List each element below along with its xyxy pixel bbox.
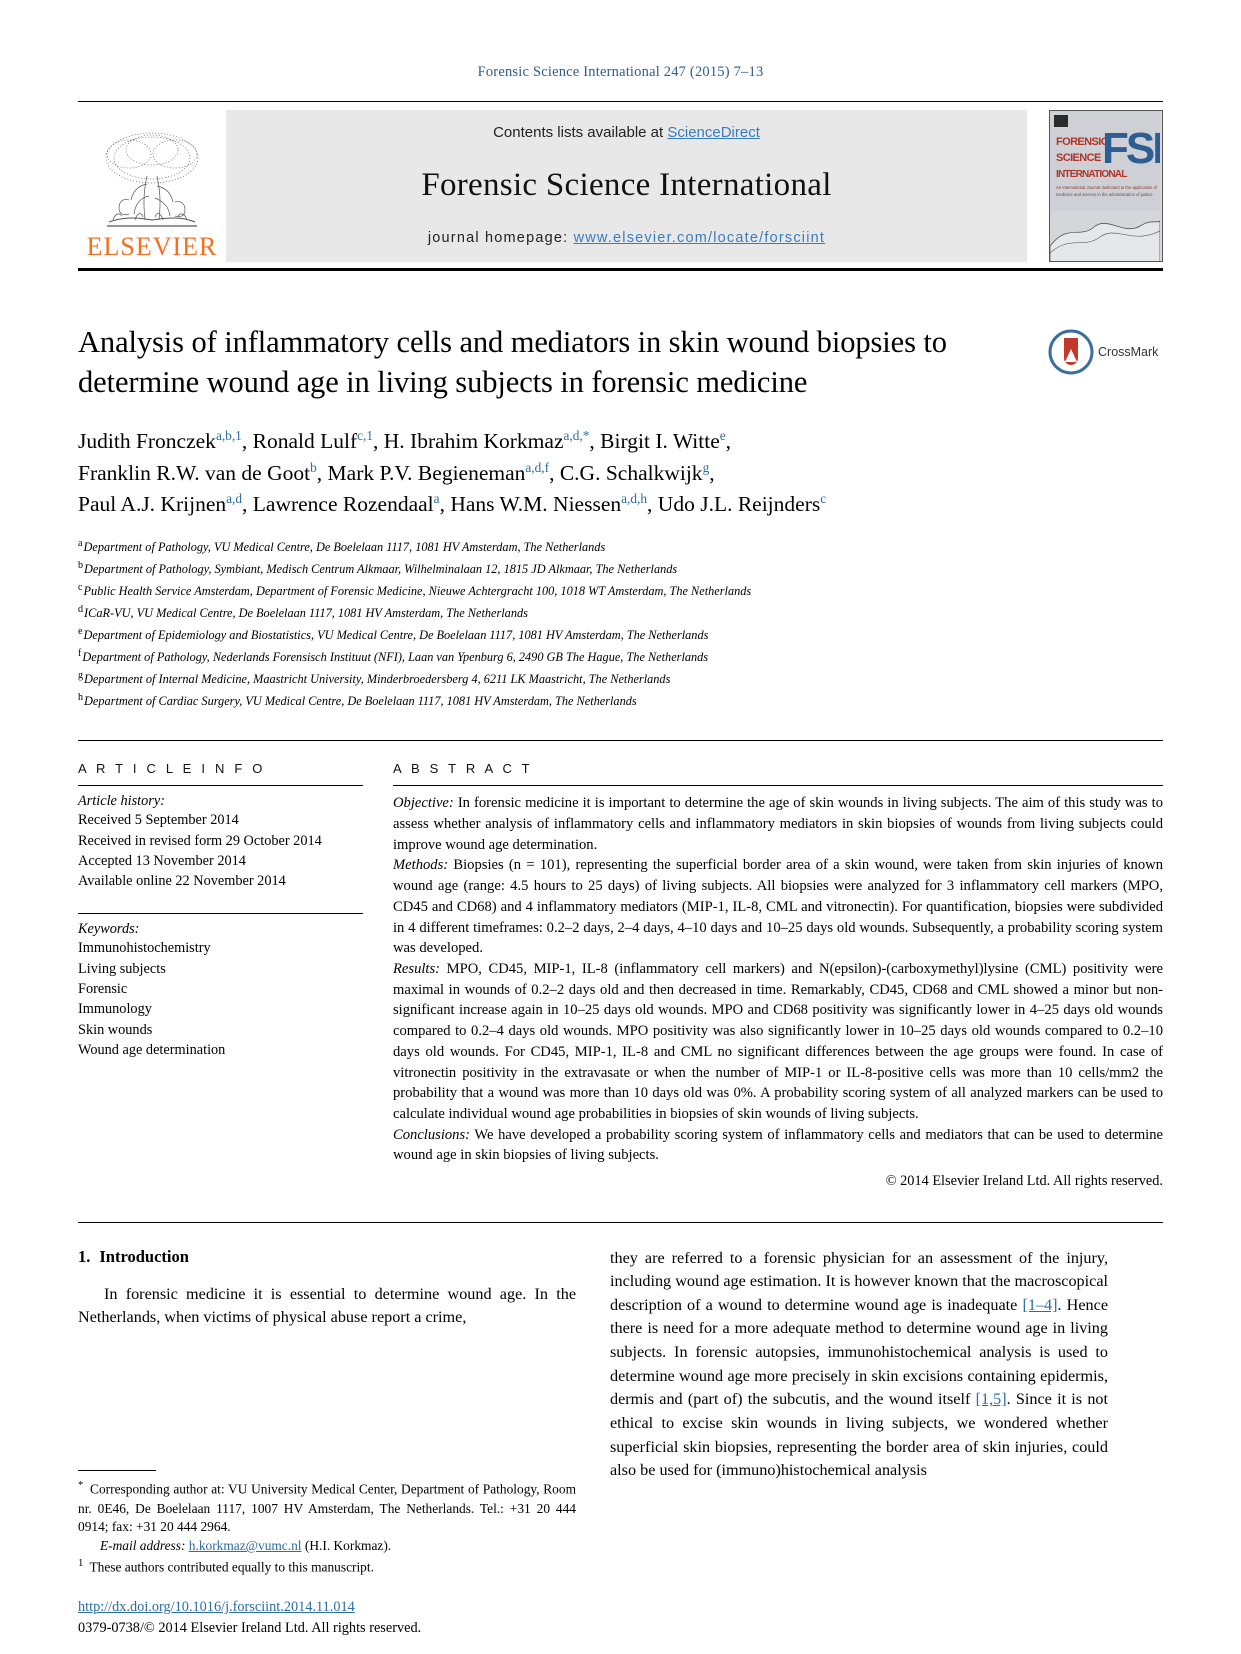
author-affil-marks: c — [820, 490, 827, 506]
section-title: Introduction — [99, 1246, 189, 1266]
contents-available-line — [226, 124, 1027, 141]
abstract-body — [393, 793, 1163, 1191]
author-affil-marks: a,d,f — [525, 459, 550, 475]
body-column-right — [610, 1247, 1108, 1639]
author-affil-marks: e — [719, 428, 726, 444]
sep: , — [549, 460, 560, 485]
affiliation-item — [78, 536, 1163, 558]
footnote-corresponding-text: Corresponding author at: VU University Medical Center, Department of Pathology, Room nr. 0E46, De Boelelaan 1117, 1007 HV Amsterdam, The Netherlands. Tel.: +31 20 444 0914; fax: +31 20 444 2964. — [78, 1481, 576, 1535]
article-info-rule — [78, 785, 363, 786]
affiliation-item — [78, 646, 1163, 668]
intro-right-b: . Hence there is need for a more adequate method to determine wound age in living subjects. In forensic autopsies, immunohistochemical analysis is used to determine wound age more precisely in skin excisions containing epidermis, dermis and (part of) the subcutis, and the wound itself — [610, 1295, 1109, 1409]
author-name: Judith Fronczek — [78, 429, 216, 454]
info-abstract-section — [78, 740, 1163, 1191]
author-name: Mark P.V. Begieneman — [327, 460, 526, 485]
author-name: Udo J.L. Reijnders — [657, 492, 821, 517]
abstract-results-label: Results: — [393, 961, 441, 978]
affiliation-item — [78, 690, 1163, 712]
journal-homepage-line — [226, 230, 1027, 246]
affiliation-mark: e — [78, 626, 83, 638]
affiliation-item — [78, 624, 1163, 646]
section-heading-introduction — [78, 1247, 576, 1267]
author — [560, 461, 715, 485]
banner-center — [226, 110, 1027, 262]
author — [658, 492, 826, 516]
author-name: C.G. Schalkwijk — [559, 460, 703, 485]
doi-block — [78, 1597, 576, 1638]
banner-bottom-rule — [78, 268, 1163, 271]
footnote-email — [78, 1537, 576, 1556]
contents-prefix: Contents lists available at — [493, 124, 668, 141]
author-affil-marks: a,d,* — [563, 428, 590, 444]
article-info-heading: A R T I C L E I N F O — [78, 761, 266, 777]
footnote-area — [78, 1470, 576, 1638]
author — [253, 492, 451, 516]
abstract-objective — [393, 793, 1163, 855]
article-info-column — [78, 761, 363, 1191]
footnote-corresponding-author — [78, 1478, 576, 1537]
history-item: Received in revised form 29 October 2014 — [78, 832, 322, 849]
abstract-objective-text: In forensic medicine it is important to determine the age of skin wounds in living subjects. The aim of this study was to assess whether analysis of inflammatory cells and inflammatory mediators in skin biopsies of wounds from living subjects could improve wound age determination. — [393, 795, 1163, 853]
affiliation-text: Department of Pathology, Symbiant, Medisch Centrum Alkmaar, Wilhelminalaan 12, 1815 JD Alkmaar, The Netherlands — [84, 562, 678, 577]
email-suffix: (H.I. Korkmaz). — [301, 1538, 392, 1554]
keyword-item: Immunohistochemistry — [78, 940, 211, 957]
affiliation-list — [78, 536, 1163, 712]
abstract-rule — [393, 785, 1163, 786]
author-affil-marks: a,d — [226, 490, 243, 506]
affiliation-text: Department of Pathology, VU Medical Centre, De Boelelaan 1117, 1081 HV Amsterdam, The Netherlands — [83, 540, 606, 555]
author-affil-marks: g — [702, 459, 710, 475]
doi-link[interactable]: http://dx.doi.org/10.1016/j.forsciint.2014.11.014 — [78, 1599, 355, 1616]
abstract-conclusions-text: We have developed a probability scoring system of inflammatory cells and mediators that can be used to determine wound age in skin biopsies of living subjects. — [393, 1126, 1163, 1164]
body-column-left — [78, 1247, 576, 1639]
journal-homepage-link[interactable]: www.elsevier.com/locate/forsciint — [573, 230, 826, 246]
affiliation-text: Department of Pathology, Nederlands Forensisch Instituut (NFI), Laan van Ypenburg 6, 2490 GB The Hague, The Netherlands — [82, 650, 709, 665]
page-title: Analysis of inflammatory cells and mediators in skin wound biopsies to determine wound age in living subjects in forensic medicine — [78, 325, 947, 399]
abstract-objective-label: Objective: — [393, 795, 454, 812]
keyword-item: Forensic — [78, 981, 128, 998]
author-name: H. Ibrahim Korkmaz — [383, 429, 564, 454]
sep: , — [589, 429, 601, 454]
keyword-item: Immunology — [78, 1001, 152, 1018]
affiliation-mark: b — [78, 560, 84, 572]
affiliation-mark: d — [78, 604, 84, 616]
abstract-results — [393, 959, 1163, 1125]
abstract-heading: A B S T R A C T — [393, 761, 533, 777]
affiliation-text: Department of Cardiac Surgery, VU Medical Centre, De Boelelaan 1117, 1081 HV Amsterdam, The Netherlands — [84, 694, 637, 709]
footnote-rule — [78, 1470, 156, 1471]
abstract-conclusions — [393, 1125, 1163, 1166]
body-columns — [78, 1222, 1163, 1639]
author — [450, 492, 657, 516]
author-affil-marks: c,1 — [357, 428, 374, 444]
footnote-equal-contribution — [78, 1556, 576, 1577]
crossmark-badge[interactable] — [1048, 329, 1163, 375]
footnote-mark-asterisk: * — [78, 1479, 84, 1492]
abstract-copyright: © 2014 Elsevier Ireland Ltd. All rights reserved. — [885, 1173, 1163, 1190]
author-affil-marks: a,b,1 — [215, 428, 242, 444]
history-item: Accepted 13 November 2014 — [78, 852, 246, 869]
svg-text:INTERNATIONAL: INTERNATIONAL — [1056, 169, 1127, 180]
author — [78, 492, 253, 516]
sciencedirect-link[interactable]: ScienceDirect — [667, 124, 760, 141]
banner-top-rule — [78, 101, 1163, 102]
author-name: Paul A.J. Krijnen — [78, 492, 227, 517]
affiliation-text: ICaR-VU, VU Medical Centre, De Boelelaan 1117, 1081 HV Amsterdam, The Netherlands — [84, 606, 528, 621]
sep: , — [647, 492, 658, 517]
intro-paragraph-right — [610, 1247, 1108, 1484]
author — [600, 429, 731, 453]
intro-right-c: . Since it is not ethical to excise skin wounds in living subjects, we wondered whether superficial skin biopsies, representing the border area of skin injuries, could also be used for (immuno)histochemical analysis — [610, 1390, 1108, 1480]
title-row — [78, 323, 1163, 402]
keyword-item: Wound age determination — [78, 1041, 226, 1058]
author-name: Ronald Lulf — [252, 429, 358, 454]
sep: , — [242, 492, 253, 517]
elsevier-wordmark: ELSEVIER — [86, 232, 218, 261]
affiliation-item — [78, 668, 1163, 690]
sep: , — [725, 429, 732, 454]
affiliation-text: Department of Epidemiology and Biostatistics, VU Medical Centre, De Boelelaan 1117, 1081 HV Amsterdam, The Netherlands — [83, 628, 709, 643]
abstract-methods — [393, 855, 1163, 959]
author-name: Hans W.M. Niessen — [450, 492, 622, 517]
keywords-label: Keywords: — [78, 921, 140, 938]
abstract-conclusions-label: Conclusions: — [393, 1126, 471, 1143]
author — [78, 461, 328, 485]
journal-cover-image — [1050, 111, 1160, 262]
svg-text:FSI: FSI — [1102, 124, 1160, 173]
affiliation-text: Public Health Service Amsterdam, Department of Forensic Medicine, Nieuwe Achtergracht 100, 1018 WT Amsterdam, The Netherlands — [83, 584, 752, 599]
author — [328, 461, 560, 485]
footnote-equal-text: These authors contributed equally to this manuscript. — [86, 1559, 374, 1575]
crossmark-label: CrossMark — [1098, 345, 1159, 359]
author-affil-marks: a — [433, 490, 440, 506]
running-head: Forensic Science International 247 (2015) 7–13 — [477, 64, 764, 80]
svg-text:medicine and science in the ad: medicine and science in the administration of justice — [1056, 192, 1153, 197]
sep: , — [373, 429, 384, 454]
affiliation-mark: g — [78, 670, 84, 682]
article-history-label: Article history: — [78, 793, 165, 810]
author — [78, 429, 253, 453]
affiliation-mark: f — [78, 648, 82, 660]
sep: , — [709, 460, 715, 485]
crossmark-icon — [1048, 329, 1094, 375]
sep: , — [316, 460, 328, 485]
keywords-rule — [78, 913, 363, 914]
homepage-prefix: journal homepage: — [427, 230, 574, 246]
author-affil-marks: a,d,h — [621, 490, 648, 506]
svg-text:FORENSIC: FORENSIC — [1056, 136, 1109, 148]
history-item: Received 5 September 2014 — [78, 812, 239, 829]
intro-right-a: they are referred to a forensic physician for an assessment of the injury, including wound age estimation. It is however known that the macroscopical description of a wound to determine wound age is inadequate — [610, 1248, 1108, 1314]
author-affil-marks: b — [310, 459, 317, 475]
affiliation-mark: c — [78, 582, 83, 594]
sep: , — [241, 429, 253, 454]
citation-ref-1-5[interactable]: [1,5] — [975, 1390, 1007, 1409]
keywords-block — [78, 913, 363, 1060]
email-link[interactable]: h.korkmaz@vumc.nl — [188, 1538, 302, 1554]
elsevier-logo — [78, 110, 226, 262]
author-list — [78, 426, 1163, 520]
svg-text:SCIENCE: SCIENCE — [1056, 152, 1101, 164]
author — [384, 429, 600, 453]
author-name: Birgit I. Witte — [600, 429, 720, 454]
journal-banner — [78, 101, 1163, 271]
affiliation-item — [78, 580, 1163, 602]
section-number: 1. — [78, 1246, 91, 1266]
author-name: Franklin R.W. van de Goot — [78, 460, 311, 485]
intro-paragraph-left: In forensic medicine it is essential to determine wound age. In the Netherlands, when victims of physical abuse report a crime, — [78, 1284, 576, 1327]
affiliation-mark: h — [78, 692, 84, 704]
footnote-mark-one: 1 — [78, 1556, 84, 1569]
abstract-column — [393, 761, 1163, 1191]
author — [253, 429, 384, 453]
abstract-methods-text: Biopsies (n = 101), representing the superficial border area of a skin wound, were taken from skin injuries of known wound age (range: 4.5 hours to 25 days) of living subjects. All biopsies were analyzed for 3 inflammatory cell markers (MPO, CD45 and CD68) and 4 inflammatory mediators (MIP-1, IL-8, CML and vitronectin). For quantification, biopsies were subdivided in 4 different timeframes: 0.2–2 days, 2–4 days, 4–10 days and 10–25 days old wounds. Subsequently, a probability scoring system was developed. — [393, 857, 1163, 957]
issn-copyright-line: 0379-0738/© 2014 Elsevier Ireland Ltd. All rights reserved. — [78, 1619, 422, 1636]
keyword-item: Living subjects — [78, 960, 166, 977]
journal-title: Forensic Science International — [421, 167, 832, 203]
affiliation-mark: a — [78, 538, 83, 550]
svg-text:An International Journal dedic: An International Journal dedicated to the application of — [1056, 185, 1158, 190]
sep: , — [439, 492, 451, 517]
keyword-item: Skin wounds — [78, 1021, 153, 1038]
journal-cover-thumbnail — [1049, 110, 1163, 262]
elsevier-tree-icon — [89, 128, 215, 232]
abstract-methods-label: Methods: — [393, 857, 449, 874]
citation-ref-1-4[interactable]: [1–4] — [1022, 1295, 1058, 1314]
abstract-results-text: MPO, CD45, MIP-1, IL-8 (inflammatory cell markers) and N(epsilon)-(carboxymethyl)lysine (CML) positivity were maximal in wounds of 0.2–2 days old and then decreased in time. Remarkably, CD45, CD68 and CML showed a minor but non-significant increase again in 10–25 days old wounds. MPO and CD68 positivity was significantly lower in 4–25 days old wounds compared to 0.2–4 days old wounds. MPO positivity was also significantly lower in 10–25 days old wounds compared to 0.2–10 days old wounds. For CD45, MIP-1, IL-8 and CML no significant differences between the age groups were found. In case of vitronectin positivity in the extravasate or when the number of MIP-1 or IL-8-positive cells was more than 10 cells/mm2 the probability that a wound was more than 10 days old was 0%. A probability scoring system of all analyzed markers can be used to calculate individual wound age probabilities in biopsies of skin wounds of living subjects. — [393, 961, 1163, 1123]
affiliation-item — [78, 602, 1163, 624]
email-label: E-mail address: — [100, 1538, 186, 1554]
history-item: Available online 22 November 2014 — [78, 873, 286, 890]
author-name: Lawrence Rozendaal — [252, 492, 434, 517]
affiliation-item — [78, 558, 1163, 580]
affiliation-text: Department of Internal Medicine, Maastricht University, Minderbroedersberg 4, 6211 LK Maastricht, The Netherlands — [84, 672, 671, 687]
